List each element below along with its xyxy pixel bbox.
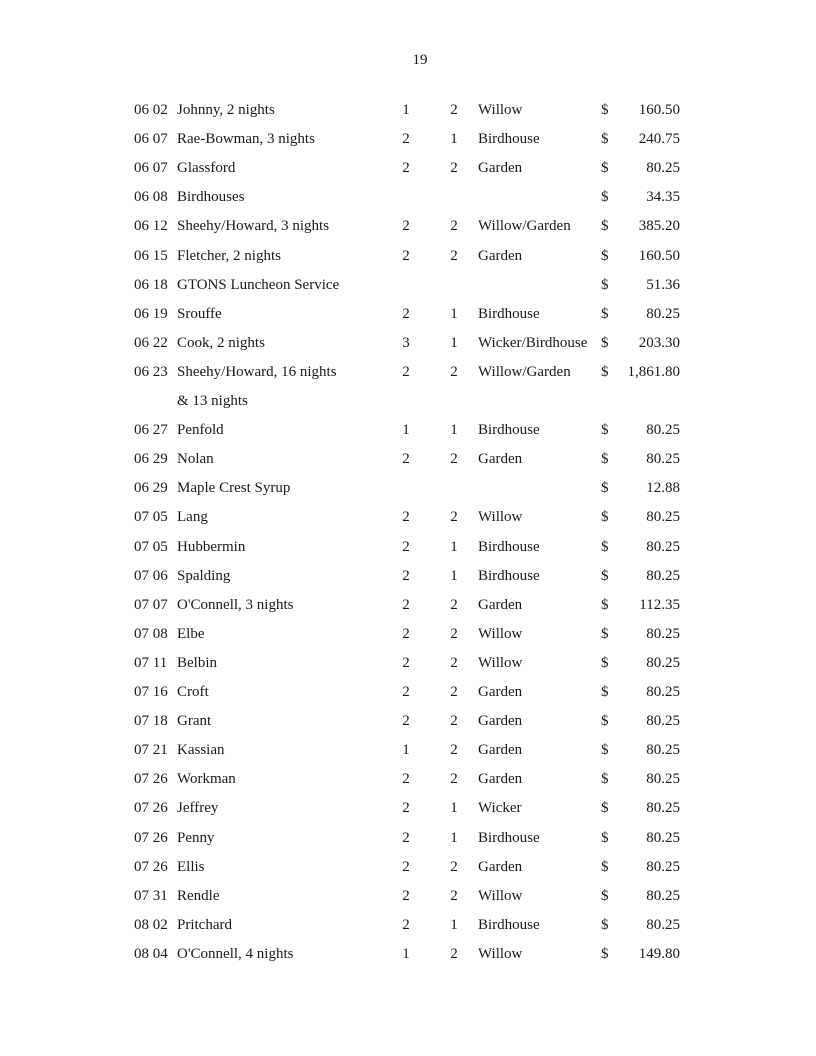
ledger-row xyxy=(0,597,816,617)
entry-date: 07 26 xyxy=(134,858,168,875)
entry-currency: $ xyxy=(601,945,609,962)
entry-description: Cook, 2 nights xyxy=(177,334,265,351)
entry-date: 06 23 xyxy=(134,363,168,380)
entry-count-a: 2 xyxy=(402,305,410,322)
ledger-continuation-row xyxy=(0,393,816,413)
entry-count-a: 2 xyxy=(402,596,410,613)
entry-description: O'Connell, 3 nights xyxy=(177,596,294,613)
entry-date: 06 29 xyxy=(134,480,168,497)
entry-room: Willow/Garden xyxy=(478,363,571,380)
entry-count-a: 2 xyxy=(402,829,410,846)
entry-amount: 80.25 xyxy=(646,305,680,322)
entry-count-a: 2 xyxy=(402,218,410,235)
entry-count-b: 2 xyxy=(450,771,458,788)
entry-date: 07 05 xyxy=(134,509,168,526)
entry-amount: 80.25 xyxy=(646,654,680,671)
entry-currency: $ xyxy=(601,771,609,788)
ledger-row xyxy=(0,771,816,791)
entry-room: Garden xyxy=(478,451,523,468)
entry-amount: 80.25 xyxy=(646,829,680,846)
entry-date: 06 27 xyxy=(134,422,168,439)
entry-amount: 12.88 xyxy=(646,480,680,497)
entry-currency: $ xyxy=(601,131,609,148)
entry-amount: 80.25 xyxy=(646,713,680,730)
entry-currency: $ xyxy=(601,596,609,613)
entry-count-b: 2 xyxy=(450,945,458,962)
entry-count-b: 2 xyxy=(450,363,458,380)
entry-description: Grant xyxy=(177,713,212,730)
entry-count-a: 2 xyxy=(402,567,410,584)
entry-count-a: 2 xyxy=(402,509,410,526)
entry-description: Maple Crest Syrup xyxy=(177,480,291,497)
entry-description: Workman xyxy=(177,771,236,788)
entry-currency: $ xyxy=(601,858,609,875)
entry-description: Croft xyxy=(177,684,209,700)
entry-room: Birdhouse xyxy=(478,422,540,439)
entry-date: 07 26 xyxy=(134,771,168,788)
entry-description: Pritchard xyxy=(177,916,232,933)
ledger-row xyxy=(0,102,816,122)
entry-description: Belbin xyxy=(177,654,217,671)
entry-room: Birdhouse xyxy=(478,131,540,148)
entry-count-b: 2 xyxy=(450,684,458,700)
entry-amount: 80.25 xyxy=(646,742,680,759)
entry-date: 06 18 xyxy=(134,276,168,293)
ledger-row xyxy=(0,218,816,238)
entry-count-b: 1 xyxy=(450,334,458,351)
entry-description: Penny xyxy=(177,829,215,846)
entry-description: Johnny, 2 nights xyxy=(177,102,275,118)
entry-count-b: 2 xyxy=(450,858,458,875)
entry-currency: $ xyxy=(601,625,609,642)
entry-count-b: 2 xyxy=(450,218,458,235)
ledger-row xyxy=(0,713,816,733)
ledger-row xyxy=(0,917,816,937)
entry-count-a: 3 xyxy=(402,334,410,351)
entry-currency: $ xyxy=(601,363,609,380)
entry-room: Garden xyxy=(478,858,523,875)
entry-count-b: 1 xyxy=(450,538,458,555)
entry-description: Rendle xyxy=(177,887,220,904)
entry-description: Sheehy/Howard, 16 nights xyxy=(177,363,337,380)
ledger-row xyxy=(0,364,816,384)
ledger-row xyxy=(0,800,816,820)
entry-count-a: 2 xyxy=(402,684,410,700)
entry-date: 08 04 xyxy=(134,945,168,962)
entry-date: 06 22 xyxy=(134,334,168,351)
entry-description: GTONS Luncheon Service xyxy=(177,276,340,293)
entry-currency: $ xyxy=(601,189,609,206)
entry-date: 06 02 xyxy=(134,102,168,118)
entry-room: Garden xyxy=(478,742,523,759)
entry-description: Penfold xyxy=(177,422,224,439)
entry-count-b: 2 xyxy=(450,160,458,177)
entry-currency: $ xyxy=(601,102,609,118)
ledger-row xyxy=(0,859,816,879)
ledger-row xyxy=(0,160,816,180)
entry-currency: $ xyxy=(601,451,609,468)
entry-currency: $ xyxy=(601,887,609,904)
entry-date: 07 06 xyxy=(134,567,168,584)
entry-description: Glassford xyxy=(177,160,236,177)
entry-date: 07 16 xyxy=(134,684,168,700)
entry-room: Willow xyxy=(478,654,523,671)
entry-amount: 80.25 xyxy=(646,684,680,700)
entry-room: Birdhouse xyxy=(478,305,540,322)
entry-date: 07 31 xyxy=(134,887,168,904)
entry-date: 07 18 xyxy=(134,713,168,730)
entry-description: Srouffe xyxy=(177,305,222,322)
entry-currency: $ xyxy=(601,480,609,497)
ledger-row xyxy=(0,335,816,355)
entry-count-b: 1 xyxy=(450,800,458,817)
entry-count-a: 1 xyxy=(402,945,410,962)
entry-description: Fletcher, 2 nights xyxy=(177,247,281,264)
entry-description: Birdhouses xyxy=(177,189,245,206)
entry-room: Willow/Garden xyxy=(478,218,571,235)
ledger-row xyxy=(0,539,816,559)
entry-date: 06 29 xyxy=(134,451,168,468)
entry-amount: 80.25 xyxy=(646,771,680,788)
entry-currency: $ xyxy=(601,567,609,584)
entry-count-a: 2 xyxy=(402,247,410,264)
ledger-row xyxy=(0,830,816,850)
entry-count-a: 2 xyxy=(402,160,410,177)
ledger-row xyxy=(0,655,816,675)
entry-description: Lang xyxy=(177,509,208,526)
ledger-row xyxy=(0,189,816,209)
entry-count-a: 2 xyxy=(402,131,410,148)
entry-room: Garden xyxy=(478,771,523,788)
entry-amount: 80.25 xyxy=(646,538,680,555)
entry-count-b: 2 xyxy=(450,451,458,468)
entry-amount: 80.25 xyxy=(646,625,680,642)
entry-count-b: 2 xyxy=(450,887,458,904)
entry-amount: 34.35 xyxy=(646,189,680,206)
ledger-row xyxy=(0,480,816,500)
entry-description: Jeffrey xyxy=(177,800,219,817)
entry-date: 07 21 xyxy=(134,742,168,759)
entry-count-b: 2 xyxy=(450,654,458,671)
entry-currency: $ xyxy=(601,218,609,235)
entry-currency: $ xyxy=(601,538,609,555)
entry-currency: $ xyxy=(601,684,609,700)
entry-description: O'Connell, 4 nights xyxy=(177,945,294,962)
entry-count-a: 2 xyxy=(402,800,410,817)
entry-description: Rae-Bowman, 3 nights xyxy=(177,131,315,148)
entry-date: 07 05 xyxy=(134,538,168,555)
entry-amount: 385.20 xyxy=(638,218,680,235)
entry-amount: 80.25 xyxy=(646,160,680,177)
entry-amount: 240.75 xyxy=(638,131,680,148)
entry-count-b: 2 xyxy=(450,247,458,264)
entry-currency: $ xyxy=(601,305,609,322)
entry-date: 06 07 xyxy=(134,160,168,177)
ledger-row xyxy=(0,888,816,908)
entry-amount: 80.25 xyxy=(646,567,680,584)
entry-date: 08 02 xyxy=(134,916,168,933)
entry-count-a: 2 xyxy=(402,771,410,788)
entry-description: Hubbermin xyxy=(177,538,246,555)
entry-room: Willow xyxy=(478,945,523,962)
ledger-row xyxy=(0,509,816,529)
entry-count-b: 1 xyxy=(450,422,458,439)
entry-room: Willow xyxy=(478,625,523,642)
entry-date: 06 07 xyxy=(134,131,168,148)
entry-count-a: 2 xyxy=(402,538,410,555)
entry-count-a: 1 xyxy=(402,422,410,439)
entry-description: Ellis xyxy=(177,858,205,875)
entry-currency: $ xyxy=(601,247,609,264)
entry-count-b: 2 xyxy=(450,742,458,759)
entry-count-a: 1 xyxy=(402,102,410,118)
entry-amount: 80.25 xyxy=(646,858,680,875)
entry-currency: $ xyxy=(601,334,609,351)
entry-currency: $ xyxy=(601,509,609,526)
entry-count-a: 2 xyxy=(402,916,410,933)
entry-count-b: 1 xyxy=(450,916,458,933)
ledger-row xyxy=(0,742,816,762)
entry-amount: 112.35 xyxy=(639,596,680,613)
entry-description: Elbe xyxy=(177,625,205,642)
entry-amount: 80.25 xyxy=(646,451,680,468)
entry-amount: 80.25 xyxy=(646,509,680,526)
entry-description: Nolan xyxy=(177,451,214,468)
entry-room: Birdhouse xyxy=(478,567,540,584)
entry-date: 07 08 xyxy=(134,625,168,642)
entry-date: 06 08 xyxy=(134,189,168,206)
entry-count-a: 1 xyxy=(402,742,410,759)
entry-amount: 80.25 xyxy=(646,800,680,817)
entry-currency: $ xyxy=(601,800,609,817)
entry-count-a: 2 xyxy=(402,858,410,875)
ledger-row xyxy=(0,568,816,588)
entry-date: 07 07 xyxy=(134,596,168,613)
entry-count-a: 2 xyxy=(402,713,410,730)
entry-currency: $ xyxy=(601,276,609,293)
entry-amount: 160.50 xyxy=(638,102,680,118)
entry-room: Wicker xyxy=(478,800,522,817)
entry-currency: $ xyxy=(601,713,609,730)
entry-currency: $ xyxy=(601,742,609,759)
ledger-row xyxy=(0,131,816,151)
entry-amount: 149.80 xyxy=(638,945,680,962)
entry-amount: 1,861.80 xyxy=(627,363,680,380)
entry-amount: 80.25 xyxy=(646,422,680,439)
entry-currency: $ xyxy=(601,916,609,933)
entry-date: 07 26 xyxy=(134,829,168,846)
entry-room: Birdhouse xyxy=(478,829,540,846)
entry-date: 07 11 xyxy=(134,654,168,671)
entry-count-b: 2 xyxy=(450,596,458,613)
entry-room: Willow xyxy=(478,102,523,118)
ledger-row xyxy=(0,248,816,268)
entry-description: Sheehy/Howard, 3 nights xyxy=(177,218,330,235)
ledger-row xyxy=(0,451,816,471)
entry-currency: $ xyxy=(601,829,609,846)
continuation-text: & 13 nights xyxy=(177,393,248,409)
entry-room: Wicker/Birdhouse xyxy=(478,334,588,351)
entry-count-b: 1 xyxy=(450,131,458,148)
entry-amount: 160.50 xyxy=(638,247,680,264)
entry-room: Willow xyxy=(478,509,523,526)
entry-date: 07 26 xyxy=(134,800,168,817)
entry-count-b: 2 xyxy=(450,625,458,642)
ledger-row xyxy=(0,684,816,704)
entry-amount: 203.30 xyxy=(638,334,680,351)
entry-count-a: 2 xyxy=(402,625,410,642)
entry-description: Kassian xyxy=(177,742,225,759)
entry-room: Birdhouse xyxy=(478,916,540,933)
entry-room: Willow xyxy=(478,887,523,904)
ledger-row xyxy=(0,626,816,646)
entry-currency: $ xyxy=(601,654,609,671)
ledger-row xyxy=(0,277,816,297)
entry-count-b: 2 xyxy=(450,509,458,526)
entry-amount: 80.25 xyxy=(646,887,680,904)
entry-room: Garden xyxy=(478,684,523,700)
entry-date: 06 12 xyxy=(134,218,168,235)
ledger-row xyxy=(0,946,816,966)
entry-amount: 80.25 xyxy=(646,916,680,933)
entry-count-a: 2 xyxy=(402,887,410,904)
entry-count-b: 2 xyxy=(450,102,458,118)
entry-date: 06 15 xyxy=(134,247,168,264)
entry-room: Garden xyxy=(478,247,523,264)
entry-count-a: 2 xyxy=(402,363,410,380)
entry-description: Spalding xyxy=(177,567,231,584)
entry-count-a: 2 xyxy=(402,451,410,468)
entry-room: Birdhouse xyxy=(478,538,540,555)
entry-count-b: 1 xyxy=(450,567,458,584)
entry-room: Garden xyxy=(478,713,523,730)
entry-count-b: 1 xyxy=(450,829,458,846)
entry-room: Garden xyxy=(478,160,523,177)
entry-currency: $ xyxy=(601,422,609,439)
entry-count-a: 2 xyxy=(402,654,410,671)
page-number: 19 xyxy=(412,52,428,68)
ledger-row xyxy=(0,422,816,442)
entry-date: 06 19 xyxy=(134,305,168,322)
entry-count-b: 1 xyxy=(450,305,458,322)
entry-amount: 51.36 xyxy=(646,276,680,293)
entry-currency: $ xyxy=(601,160,609,177)
ledger-row xyxy=(0,306,816,326)
entry-room: Garden xyxy=(478,596,523,613)
entry-count-b: 2 xyxy=(450,713,458,730)
